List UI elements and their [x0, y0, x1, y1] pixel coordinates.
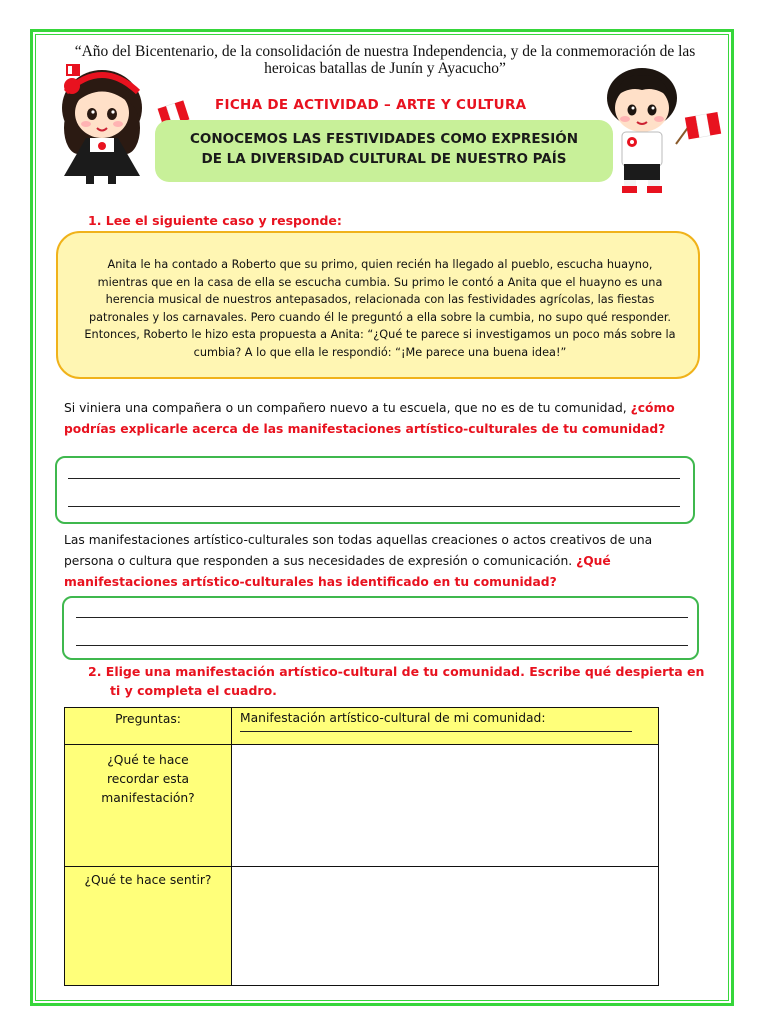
section-2-title-line-2: ti y completa el cuadro. [110, 683, 277, 698]
reflection-table [64, 707, 659, 986]
section-2-title-line-1: 2. Elige una manifestación artístico-cultural de tu comunidad. Escribe qué despierta en [88, 664, 705, 679]
table-answer-cell[interactable] [232, 867, 659, 986]
question-1-highlight: ¿cómo podrías explicarle acerca de las manifestaciones artístico-culturales de tu comunidad? [64, 401, 675, 436]
topic-banner-text [155, 129, 613, 169]
boy-with-flag-illustration [592, 58, 732, 194]
table-header-manifestation-label: Manifestación artístico-cultural de mi comunidad: [240, 711, 546, 725]
question-1 [64, 398, 704, 440]
question-2-text: Las manifestaciones artístico-culturales son todas aquellas creaciones o actos creativos de una persona o cultura que responden a sus necesidades de expresión o comunicación. [64, 533, 653, 568]
answer-box-2[interactable] [62, 596, 699, 660]
table-header-questions: Preguntas: [65, 708, 232, 745]
question-2-highlight: ¿Qué manifestaciones artístico-culturales has identificado en tu comunidad? [64, 554, 611, 589]
section-2-title [88, 662, 708, 700]
manifestation-name-line[interactable] [240, 725, 632, 732]
answer-line[interactable] [68, 506, 680, 507]
table-answer-cell[interactable] [232, 745, 659, 867]
answer-box-1[interactable] [55, 456, 695, 524]
question-2 [64, 530, 704, 593]
question-1-text: Si viniera una compañera o un compañero nuevo a tu escuela, que no es de tu comunidad, [64, 401, 631, 415]
answer-line[interactable] [76, 645, 688, 646]
year-motto: “Año del Bicentenario, de la consolidación de nuestra Independencia, y de la conmemoración de las heroicas batallas de Junín y Ayacucho” [74, 43, 696, 77]
table-row-question: ¿Qué te hace recordar esta manifestación? [65, 745, 232, 867]
section-1-title: 1. Lee el siguiente caso y responde: [88, 213, 342, 228]
topic-line-1: CONOCEMOS LAS FESTIVIDADES COMO EXPRESIÓN [189, 131, 579, 147]
story-text: Anita le ha contado a Roberto que su primo, quien recién ha llegado al pueblo, escucha huayno, mientras que en la casa de ella se escucha cumbia. Su primo le contó a Anita que el huayno es una herencia musical de nuestros antepasados, relacionada con las festividades agrícolas, las fiestas patronales y los carnavales. Pero cuando él le preguntó a ella sobre la cumbia, no supo qué responder. Entonces, Roberto le hizo esta propuesta a Anita: “¿Qué te parece si investigamos un poco más sobre la cumbia? A lo que ella le respondió: “¡Me parece una buena idea!” [84, 258, 676, 359]
activity-sheet-title: FICHA DE ACTIVIDAD – ARTE Y CULTURA [215, 97, 527, 113]
topic-line-2: DE LA DIVERSIDAD CULTURAL DE NUESTRO PAÍS [201, 151, 567, 167]
answer-line[interactable] [76, 617, 688, 618]
table-row-question: ¿Qué te hace sentir? [65, 867, 232, 986]
table-header-manifestation [232, 708, 659, 745]
answer-line[interactable] [68, 478, 680, 479]
